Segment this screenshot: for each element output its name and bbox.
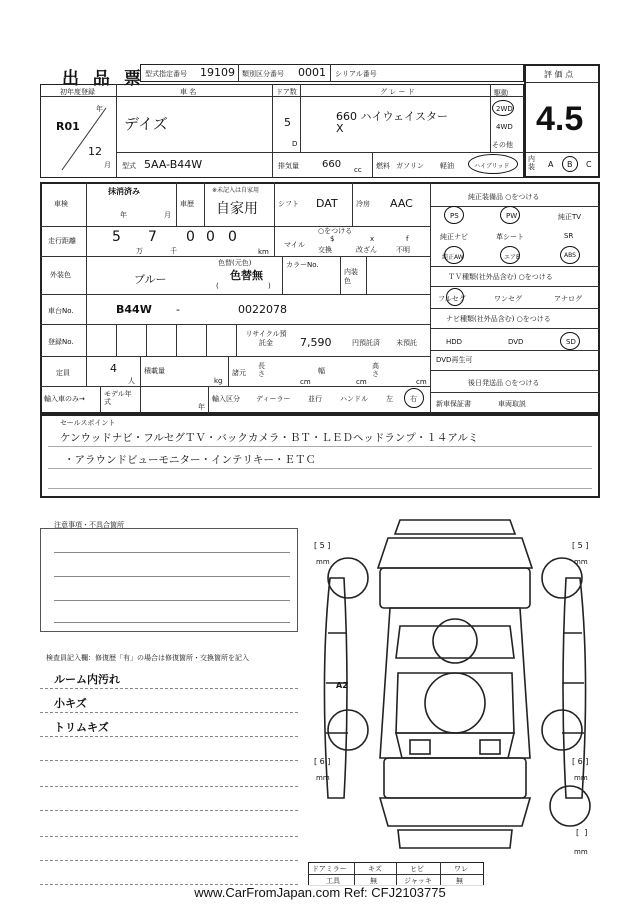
drive-label: 駆動 (494, 89, 508, 97)
equip-aw: 純正AW (442, 254, 464, 261)
note-item-3: トリムキズ (54, 721, 109, 734)
legend-mirror: ドアミラー (312, 865, 347, 873)
navi-hdd: HDD (446, 338, 463, 346)
legend-crack: ヒビ (410, 865, 424, 873)
orig-color-label: 色替(元色) (218, 259, 252, 267)
capacity-label: 定員 (56, 369, 70, 377)
reg-no-label: 登録No. (48, 338, 74, 346)
use-label: 車歴 (180, 200, 194, 208)
serial-label: シリアル番号 (335, 70, 377, 78)
dealer: ディーラー (256, 395, 291, 403)
width-label: 幅 (318, 367, 325, 375)
interior-grade-label: 内装 (528, 155, 535, 171)
drive-2wd: 2WD (496, 105, 513, 113)
navi-sd-circle (560, 332, 580, 350)
tread-front-left: [ 5 ] (314, 541, 331, 550)
mileage-digit-2: 7 (148, 229, 157, 245)
height-label: 高さ (372, 362, 379, 378)
aftersale-manual: 車両取説 (498, 400, 526, 408)
fuel-diesel: 軽油 (440, 162, 454, 170)
legend-jack-value: 無 (456, 877, 463, 885)
parallel: 並行 (308, 395, 322, 403)
legend-tools: 工具 (326, 877, 340, 885)
footer-watermark: www.CarFromJapan.com Ref: CFJ2103775 (0, 885, 640, 900)
meter-alter: 改ざん (356, 246, 377, 254)
model-label: 型式 (122, 162, 136, 170)
equipment-title: 純正装備品 ○をつける (468, 193, 540, 201)
orig-color-value: 色替無 (230, 269, 263, 282)
navi-dvd: DVD (508, 338, 524, 346)
sales-label: セールスポイント (60, 419, 116, 427)
mileage-digit-1: 5 (112, 229, 121, 245)
displacement-value: 660 (322, 159, 342, 170)
dvd-play-label: DVD再生可 (436, 356, 473, 364)
length-label: 長さ (258, 362, 265, 378)
aftersale-warranty: 新車保証書 (436, 400, 471, 408)
equip-leather: 革シート (496, 233, 524, 241)
dims-label: 諸元 (232, 369, 246, 377)
header-cert-bar (140, 64, 524, 82)
tv-title: ＴＶ種類(社外品含む) ○をつける (448, 273, 553, 281)
equip-aw-circle (444, 246, 464, 264)
ac-label: 冷房 (356, 200, 370, 208)
ac-value: AAC (390, 197, 413, 210)
first-reg-label: 初年度登録 (60, 88, 95, 96)
meter-circle-note: ○をつける (318, 227, 353, 235)
drive-other: その他 (492, 141, 513, 149)
equip-abs: ABS (564, 252, 576, 259)
fuel-hybrid-circle (468, 154, 518, 174)
recycle-label: リサイクル預託金 (245, 330, 287, 347)
interior-a: A (548, 160, 554, 169)
meter-swap: 交換 (318, 246, 332, 254)
tread-front-right: [ 5 ] (572, 541, 589, 550)
shaken-value: 抹消済み (108, 187, 140, 196)
shift-value: DAT (316, 197, 338, 210)
equip-airbag-circle (500, 246, 520, 264)
legend-tools-value: 無 (370, 877, 377, 885)
tv-oneseg: ワンセグ (494, 295, 522, 303)
doors-label: ドア数 (276, 88, 297, 96)
equip-ps: PS (450, 212, 459, 220)
recycle-paid: 円預託済 (352, 339, 380, 347)
navi-sd: SD (566, 338, 576, 346)
grade-line2: X (336, 122, 344, 135)
model-year-label: モデル年式 (104, 390, 132, 406)
tread-rear-right: [ 6 ] (572, 757, 589, 766)
meter-unknown: 不明 (396, 246, 410, 254)
handle-right-circle (404, 388, 424, 408)
first-reg-era: R01 (56, 120, 80, 133)
fuel-hybrid: ハイブリッド (474, 163, 510, 170)
first-reg-month: 12 (88, 145, 102, 158)
sales-line-2: ・アラウンドビューモニター・インテリキー・ＥＴＣ (64, 454, 316, 466)
handle-label: ハンドル (340, 395, 368, 403)
car-name-label: 車 名 (180, 88, 197, 96)
navi-title: ナビ種類(社外品含む) ○をつける (446, 315, 551, 323)
inspector-label: 検査員記入欄：修復歴「有」の場合は修復箇所・交換箇所を記入 (46, 654, 249, 662)
displacement-label: 排気量 (278, 162, 299, 170)
grade-label: グ レ ー ド (380, 88, 415, 96)
shift-label: シフト (278, 200, 299, 208)
load-label: 積載量 (144, 367, 165, 375)
grade-line1: 660 ハイウェイスター (336, 110, 448, 123)
class-label: 類別区分番号 (242, 70, 284, 78)
equip-tv: 純正TV (558, 213, 582, 221)
doors-value: 5 (284, 116, 291, 129)
equip-airbag: エアB (504, 254, 521, 261)
recycle-value: 7,590 (300, 336, 332, 349)
equip-ps-circle (444, 206, 464, 224)
sales-line-1: ケンウッドナビ・フルセグＴＶ・バックカメラ・ＢＴ・ＬＥＤヘッドランプ・１４アルミ (60, 432, 479, 444)
use-value: 自家用 (216, 201, 258, 217)
model-value: 5AA-B44W (144, 158, 203, 171)
note-item-2: 小キズ (54, 697, 87, 710)
fuel-label: 燃料 (376, 162, 390, 170)
mileage-label: 走行距離 (48, 237, 76, 245)
handle-left: 左 (386, 395, 393, 403)
legend-scratch: キズ (368, 865, 382, 873)
caution-box (40, 528, 298, 632)
equip-abs-circle (560, 246, 580, 264)
chassis-prefix: B44W (116, 303, 152, 316)
chassis-number: 0022078 (238, 303, 287, 316)
int-color-label: 内装色 (344, 268, 358, 285)
equip-sr: SR (564, 232, 574, 240)
mileage-digit-5: 0 (228, 229, 237, 245)
mileage-digit-3: 0 (186, 229, 195, 245)
model-cert-label: 型式指定番号 (145, 70, 187, 78)
tv-analog: アナログ (554, 295, 582, 303)
damage-mark-a2: A2 (336, 681, 348, 690)
use-note: ※未記入は自家用 (212, 187, 260, 194)
interior-b: B (567, 160, 573, 169)
mileage-digit-4: 0 (206, 229, 215, 245)
drive-4wd: 4WD (496, 123, 513, 131)
tread-rear-left: [ 6 ] (314, 757, 331, 766)
tv-fullseg-circle (446, 288, 464, 306)
tv-fullseg: フルセグ (438, 295, 466, 303)
equip-navi: 純正ナビ (440, 233, 468, 241)
import-label: 輸入車のみ→ (44, 395, 85, 403)
drive-2wd-circle (492, 100, 514, 116)
color-label: 外装色 (50, 271, 71, 279)
color-value: ブルー (134, 273, 167, 286)
legend-jack: ジャッキ (404, 877, 432, 885)
note-item-1: ルーム内汚れ (54, 673, 120, 686)
equip-pw: PW (506, 212, 518, 220)
capacity-value: 4 (110, 362, 117, 375)
score-value: 4.5 (536, 100, 584, 138)
sheet-title: 出 品 票 (62, 69, 145, 89)
handle-right: 右 (410, 395, 417, 403)
color-no-label: カラーNo. (286, 261, 319, 269)
import-type-label: 輸入区分 (212, 395, 240, 403)
caution-label: 注意事項・不具合箇所 (54, 521, 124, 529)
model-cert-value: 19109 (200, 66, 235, 79)
tread-spare: [ ] (576, 828, 588, 837)
equip-pw-circle (500, 206, 520, 224)
chassis-label: 車台No. (48, 307, 74, 315)
car-name: デイズ (124, 115, 168, 133)
interior-b-circle (562, 156, 578, 172)
aftersale-title: 後日発送品 ○をつける (468, 379, 540, 387)
recycle-unpaid: 未預託 (396, 339, 417, 347)
legend-break: ワレ (454, 865, 468, 873)
fuel-gasoline: ガソリン (396, 162, 424, 170)
score-label: 評 価 点 (544, 70, 574, 79)
meter-mile: マイル (284, 241, 305, 249)
interior-c: C (586, 160, 592, 169)
class-value: 0001 (298, 66, 326, 79)
shaken-label: 車検 (54, 200, 68, 208)
